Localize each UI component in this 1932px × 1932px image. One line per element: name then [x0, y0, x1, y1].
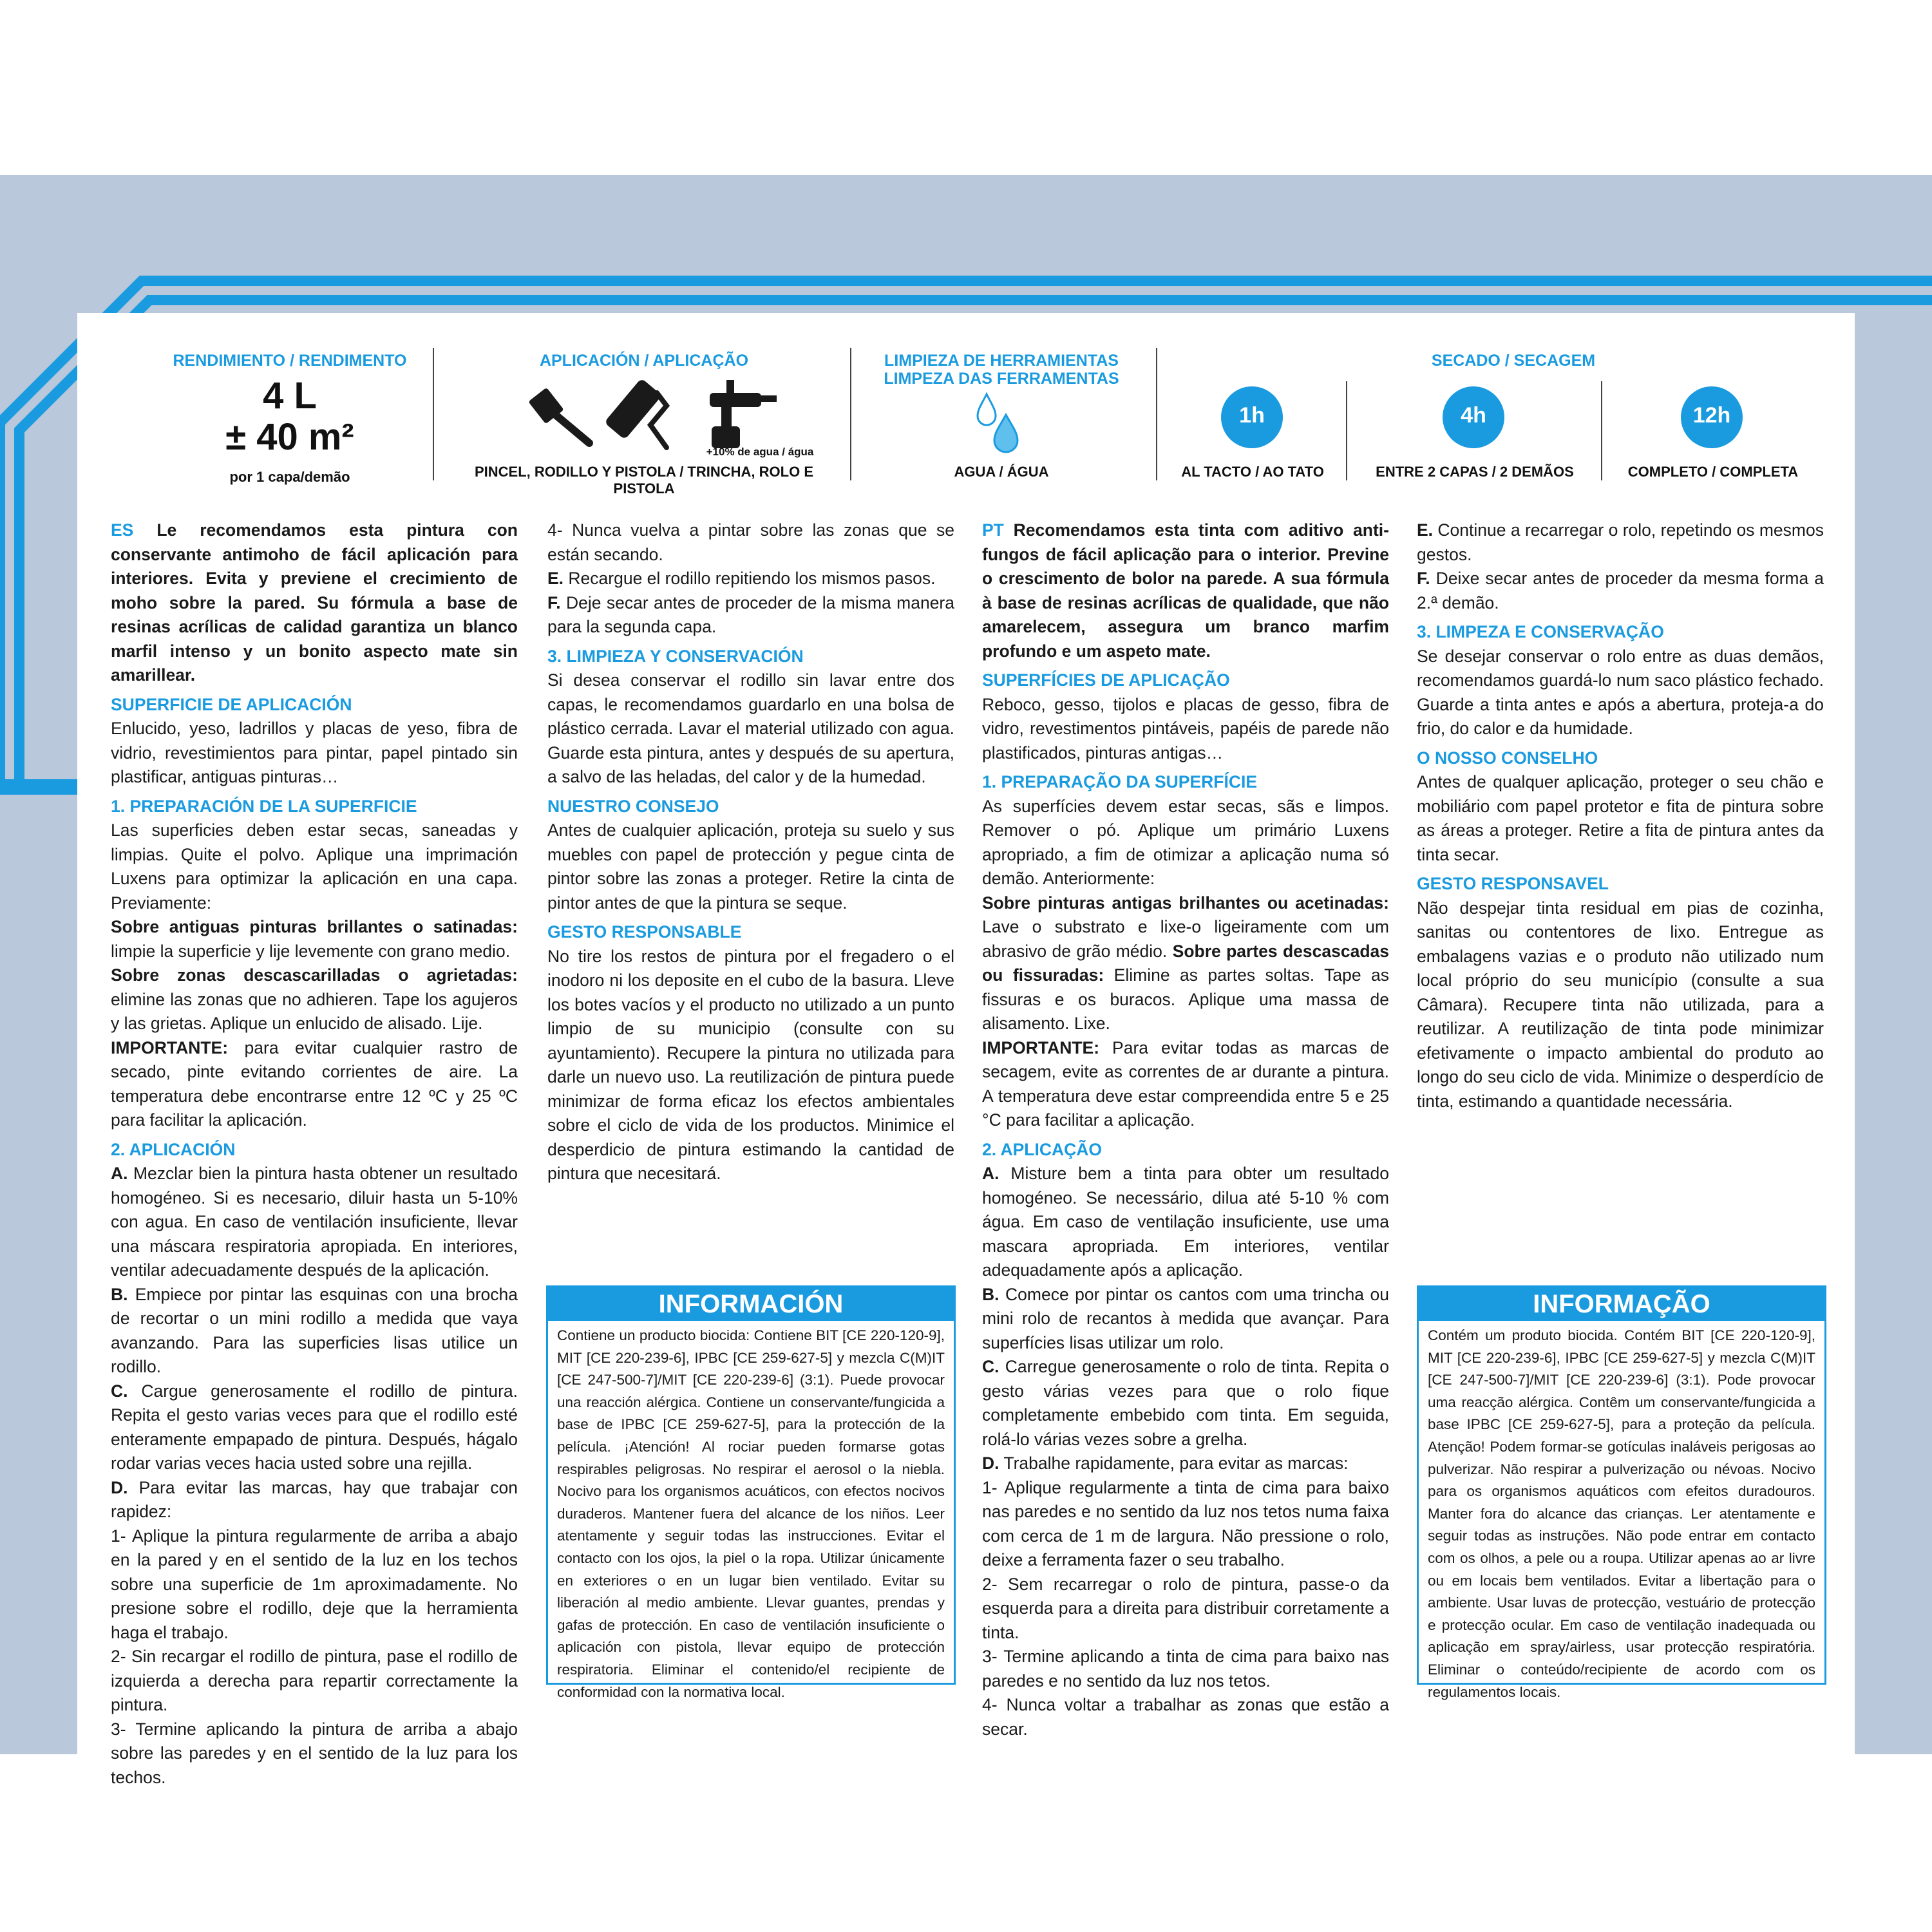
es-intro: ES Le recomendamos esta pintura con conservante antimoho de fácil aplicación para interiores. Evita y previene el crecimiento de moho sobre la pared. Su fórmula a base de resinas acrílicas de calidad garantiza un blanco marfil intenso y un bonito aspecto mate sin amarillear.: [111, 520, 518, 685]
es-paragraph: Si desea conservar el rodillo sin lavar entre dos capas, le recomendamos guardarlo en una bolsa de plástico cerrada. Lavar el material utilizado con agua. Guarde esta pintura, antes y después de su apertura, a salvo de las heladas, del calor y de la humedad.: [547, 670, 954, 786]
yield-note: por 1 capa/demão: [229, 469, 350, 485]
es-section-title: 1. PREPARACIÓN DE LA SUPERFICIE: [111, 796, 417, 816]
es-paragraph: Enlucido, yeso, ladrillos y placas de yeso, fibra de vidrio, revestimientos para pintar, papel pintado sin plastificar, antiguas pinturas…: [111, 719, 518, 786]
drying-block: [1288, 352, 1739, 370]
pt-paragraph: Reboco, gesso, tijolos e placas de gesso, fibra de vidro, revestimentos pintáveis, papéis de parede não plastificados, pinturas antigas…: [982, 694, 1389, 762]
es-step: C. Cargue generosamente el rodillo de pintura. Repita el gesto varias veces para que el rodillo esté enteramente empapado de pintura. Después, hágalo rodar varias veces hacia usted sobre una rejilla.: [111, 1381, 518, 1473]
pt-step: 2- Sem recarregar o rolo de pintura, passe-o da esquerda para a direita para distribuir corretamente a tinta.: [982, 1574, 1389, 1642]
pt-section-title: 3. LIMPEZA E CONSERVAÇÃO: [1417, 622, 1664, 641]
pt-step: B. Comece por pintar os cantos com uma trincha ou mini rolo de recantos à medida que avançar. Para superfícies lisas utilizar um rolo.: [982, 1284, 1389, 1352]
pt-paragraph: As superfícies devem estar secas, sãs e limpos. Remover o pó. Aplique um primário Luxens apropriado, a fim de otimizar a aplicação numa só demão. Anteriormente:: [982, 796, 1389, 888]
pt-section-title: SUPERFÍCIES DE APLICAÇÃO: [982, 670, 1230, 690]
pt-column-1: [982, 518, 1389, 1741]
water-note: +10% de agua / água: [706, 446, 814, 458]
pt-step: 3- Termine aplicando a tinta de cima para baixo nas paredes e no sentido da luz nos tetos.: [982, 1647, 1389, 1690]
pt-step: E. Continue a recarregar o rolo, repetindo os mesmos gestos.: [1417, 520, 1824, 564]
roller-icon: [604, 380, 667, 448]
es-section-title: SUPERFICIE DE APLICACIÓN: [111, 694, 352, 714]
es-step: 4- Nunca vuelva a pintar sobre las zonas que se están secando.: [547, 520, 954, 564]
es-info-title: INFORMACIÓN: [548, 1287, 954, 1321]
es-step: 2- Sin recargar el rodillo de pintura, pase el rodillo de izquierda a derecha para repartir correctamente la pintura.: [111, 1647, 518, 1714]
pt-step: 1- Aplique regularmente a tinta de cima para baixo nas paredes e no sentido da luz nos tetos numa faixa com cerca de 1 m de largura. Não pressione o rolo, deixe a ferramenta fazer o seu trabalho.: [982, 1477, 1389, 1569]
pt-section-title: 1. PREPARAÇÃO DA SUPERFÍCIE: [982, 772, 1258, 791]
pt-info-text: Contém um produto biocida. Contém BIT [CE 220-120-9], MIT [CE 220-239-6], IPBC [CE 259-627-5] y mezcla C(M)IT [CE 247-500-7]/MIT [CE 220-239-6] (3:1). Pode provocar uma reacção alérgica. Contêm um conservante/fungicida a base IPBC [CE 259-627-5], para a proteção da película. Atenção! Podem formar-se gotículas inaláveis perigosas ao pulverizar. Não respirar a pulverização ou névoas. Nocivo para os organismos aquáticos com efeitos duradouros. Manter fora do alcance das crianças. Ler atentamente e seguir todas as instruções. Não pode entrar em contacto com os olhos, a pele ou a roupa. Utilizar apenas ao ar livre ou em locais bem ventilados. Evitar a libertação para o ambiente. Usar luvas de protecção, vestuário de protecção e protecção ocular. Em caso de ventilação inadequada ou aplicação em spray/airless, usar protecção respiratória. Eliminar o conteúdo/recipiente de acordo com os regulamentos locais.: [1428, 1327, 1815, 1700]
es-step: A. Mezclar bien la pintura hasta obtener un resultado homogéneo. Si es necesario, diluir hasta un 5-10% con agua. En caso de ventilación insuficiente, llevar una máscara respiratoria apropiada. En interiores, ventilar adecuadamente después de la aplicación.: [111, 1164, 518, 1280]
water-drops-icon: [974, 392, 1025, 456]
yield-block: [129, 352, 451, 486]
cleaning-block: [857, 352, 1146, 388]
divider: [1601, 381, 1602, 480]
es-info-text: Contiene un producto biocida: Contiene BIT [CE 220-120-9], MIT [CE 220-239-6], IPBC [CE 259-627-5] y mezcla C(M)IT [CE 247-500-7]/MIT [CE 220-239-6] (3:1). Puede provocar una reacción alérgica. Contiene un conservante/fungicida a base de IPBC [CE 259-627-5], para la protección de la película. ¡Atención! Al rociar pueden formarse gotas respirables peligrosas. No respirar el aerosol o la niebla. Nocivo para los organismos acuáticos, con efectos nocivos duraderos. Mantener fuera del alcance de los niños. Leer atentamente y seguir todas las instrucciones. Evitar el contacto con los ojos, la piel o la ropa. Utilizar únicamente en exteriores o en un lugar bien ventilado. Evitar su liberación al medio ambiente. Llevar guantes, prendas y gafas de protección. En caso de ventilación insuficiente o aplicación con pistola, llevar equipo de protección respiratoria. Eliminar el contenido/el recipiente de conformidad con la normativa local.: [557, 1327, 945, 1700]
es-step: F. Deje secar antes de proceder de la misma manera para la segunda capa.: [547, 592, 954, 636]
clock-icon: [1221, 386, 1283, 448]
pt-section-title: GESTO RESPONSAVEL: [1417, 874, 1609, 893]
pt-step: F. Deixe secar antes de proceder da mesma forma a 2.ª demão.: [1417, 569, 1824, 612]
cleaning-title-1: LIMPIEZA DE HERRAMIENTAS: [884, 352, 1119, 370]
es-section-title: 3. LIMPIEZA Y CONSERVACIÓN: [547, 646, 804, 666]
pt-section-title: O NOSSO CONSELHO: [1417, 748, 1598, 768]
pt-step: A. Misture bem a tinta para obter um resultado homogéneo. Se necessário, dilua até 5-10 % com água. Em caso de ventilação insuficiente, use uma mascara apropriada. Em interiores, ventilar adequadamente após a aplicação.: [982, 1164, 1389, 1280]
es-column-1: [111, 518, 518, 1790]
cleaning-label: AGUA / ÁGUA: [954, 464, 1049, 480]
pt-paragraph: IMPORTANTE: Para evitar todas as marcas de secagem, evite as correntes de ar durante a pintura. A temperatura deve estar compreendida entre 5 e 25 °C para facilitar a aplicação.: [982, 1037, 1389, 1130]
dry-time-recoat: 4h: [1461, 403, 1486, 428]
dry-label-recoat: ENTRE 2 CAPAS / 2 DEMÃOS: [1376, 464, 1574, 480]
pt-section-title: 2. APLICAÇÃO: [982, 1139, 1103, 1159]
es-column-2: [547, 518, 954, 1186]
es-step: B. Empiece por pintar las esquinas con una brocha de recortar o un mini rodillo a medida que vaya avanzando. Para las superficies lisas utilice un rodillo.: [111, 1284, 518, 1376]
yield-volume: 4 L: [263, 375, 317, 417]
application-title: APLICACIÓN / APLICAÇÃO: [539, 352, 749, 370]
pt-paragraph: Se desejar conservar o rolo entre as duas demãos, recomendamos guardá-lo num saco plástico fechado. Guarde a tinta antes e após a abertura, proteja-a do frio, do calor e da humidade.: [1417, 646, 1824, 738]
es-paragraph: Las superficies deben estar secas, saneadas y limpias. Quite el polvo. Aplique una imprimación Luxens para optimizar la aplicación en una capa. Previamente:: [111, 820, 518, 913]
es-paragraph: IMPORTANTE: para evitar cualquier rastro de secado, pinte evitando corrientes de aire. La temperatura debe encontrarse entre 12 ºC y 25 ºC para facilitar la aplicación.: [111, 1037, 518, 1130]
pt-step: C. Carregue generosamente o rolo de tinta. Repita o gesto várias vezes para que o rolo fique completamente embebido com tinta. Em seguida, rolá-lo várias vezes sobre a grelha.: [982, 1357, 1389, 1449]
yield-title: RENDIMIENTO / RENDIMENTO: [173, 352, 407, 370]
pt-info-box: [1417, 1285, 1826, 1700]
pt-intro: PT Recomendamos esta tinta com aditivo anti-fungos de fácil aplicação para o interior. Previne o crescimento de bolor na parede. A sua fórmula à base de resinas acrílicas de qualidade, que não amarelecem, assegura um branco marfim profundo e um aspeto mate.: [982, 520, 1389, 661]
divider: [433, 348, 434, 480]
divider: [850, 348, 851, 480]
divider: [1346, 381, 1347, 480]
pt-step: 4- Nunca voltar a trabalhar as zonas que estão a secar.: [982, 1695, 1389, 1739]
es-step: E. Recargue el rodillo repitiendo los mismos pasos.: [547, 569, 936, 588]
pt-paragraph: Sobre pinturas antigas brilhantes ou acetinadas: Lave o substrato e lixe-o ligeiramente com um abrasivo de grão médio. Sobre partes descascadas ou fissuradas: Elimine as partes soltas. Tape as fissuras e os buracos. Aplique uma massa de alisamento. Lixe.: [982, 893, 1390, 1033]
application-tools: PINCEL, RODILLO Y PISTOLA / TRINCHA, ROLO E PISTOLA: [474, 464, 813, 497]
brush-icon: [528, 388, 589, 443]
application-block: [438, 352, 850, 370]
yield-area: ± 40 m²: [225, 416, 354, 458]
pt-paragraph: Antes de qualquer aplicação, proteger o seu chão e mobiliário com papel protetor e fita de pintura sobre as áreas a proteger. Retire a fita de pintura antes da tinta secar.: [1417, 772, 1824, 864]
dry-time-touch: 1h: [1239, 403, 1265, 428]
pt-column-2: [1417, 518, 1824, 1113]
clock-icon: [1443, 386, 1504, 448]
pt-step: D. Trabalhe rapidamente, para evitar as marcas:: [982, 1454, 1349, 1473]
es-paragraph: Sobre zonas descascarilladas o agrietadas: elimine las zonas que no adhieren. Tape los agujeros y las grietas. Aplique un enlucido de alisado. Lije.: [111, 965, 518, 1033]
es-step: 3- Termine aplicando la pintura de arriba a abajo sobre las paredes y en el sentido de la luz para los techos.: [111, 1719, 518, 1787]
es-paragraph: Antes de cualquier aplicación, proteja su suelo y sus muebles con papel de protección y pegue cinta de pintor sobre las zonas a proteger. Retire la cinta de pintor antes de que la pintura se seque.: [547, 820, 954, 913]
divider: [1156, 348, 1157, 480]
spray-gun-icon: [710, 380, 777, 448]
drying-title: SECADO / SECAGEM: [1431, 352, 1596, 370]
application-icons: [528, 380, 799, 451]
dry-time-full: 12h: [1692, 403, 1731, 428]
es-info-box: [546, 1285, 956, 1700]
es-section-title: 2. APLICACIÓN: [111, 1139, 236, 1159]
cleaning-title-2: LIMPEZA DAS FERRAMENTAS: [884, 370, 1119, 388]
es-step: 1- Aplique la pintura regularmente de arriba a abajo en la pared y en el sentido de la luz en los techos sobre una superficie de 1m aproximadamente. No presione sobre el rodillo, deje que la herramienta haga el trabajo.: [111, 1526, 518, 1642]
es-paragraph: No tire los restos de pintura por el fregadero o el inodoro ni los deposite en el cubo de la basura. Lleve los botes vacíos y el producto no utilizado a un punto limpio de su municipio (consulte con su ayuntamiento). Recupere la pintura no utilizada para darle un nuevo uso. La reutilización de pintura puede minimizar de forma eficaz los efectos ambientales sobre el ciclo de vida de los productos. Minimice el desperdicio de pintura estimando la cantidad de pintura que necesitará.: [547, 946, 954, 1183]
es-step: D. Para evitar las marcas, hay que trabajar con rapidez:: [111, 1477, 518, 1521]
clock-icon: [1681, 386, 1743, 448]
es-section-title: GESTO RESPONSABLE: [547, 922, 742, 942]
pt-paragraph: Não despejar tinta residual em pias de cozinha, sanitas ou contentores de lixo. Entregue as embalagens vazias e o produto não utilizado num local próprio do seu município (consulte a sua Câmara). Recupere tinta não utilizada, para a reutilizar. A reutilização de tinta pode minimizar efetivamente o impacto ambiental do produto ao longo do seu ciclo de vida. Minimize o desperdício de tinta, estimando a quantidade necessária.: [1417, 898, 1824, 1111]
es-section-title: NUESTRO CONSEJO: [547, 796, 719, 816]
pt-info-title: INFORMAÇÃO: [1419, 1287, 1824, 1321]
es-paragraph: Sobre antiguas pinturas brillantes o satinadas: limpie la superficie y lije levemente con grano medio.: [111, 917, 518, 961]
dry-label-full: COMPLETO / COMPLETA: [1627, 464, 1799, 480]
dry-label-touch: AL TACTO / AO TATO: [1181, 464, 1324, 480]
